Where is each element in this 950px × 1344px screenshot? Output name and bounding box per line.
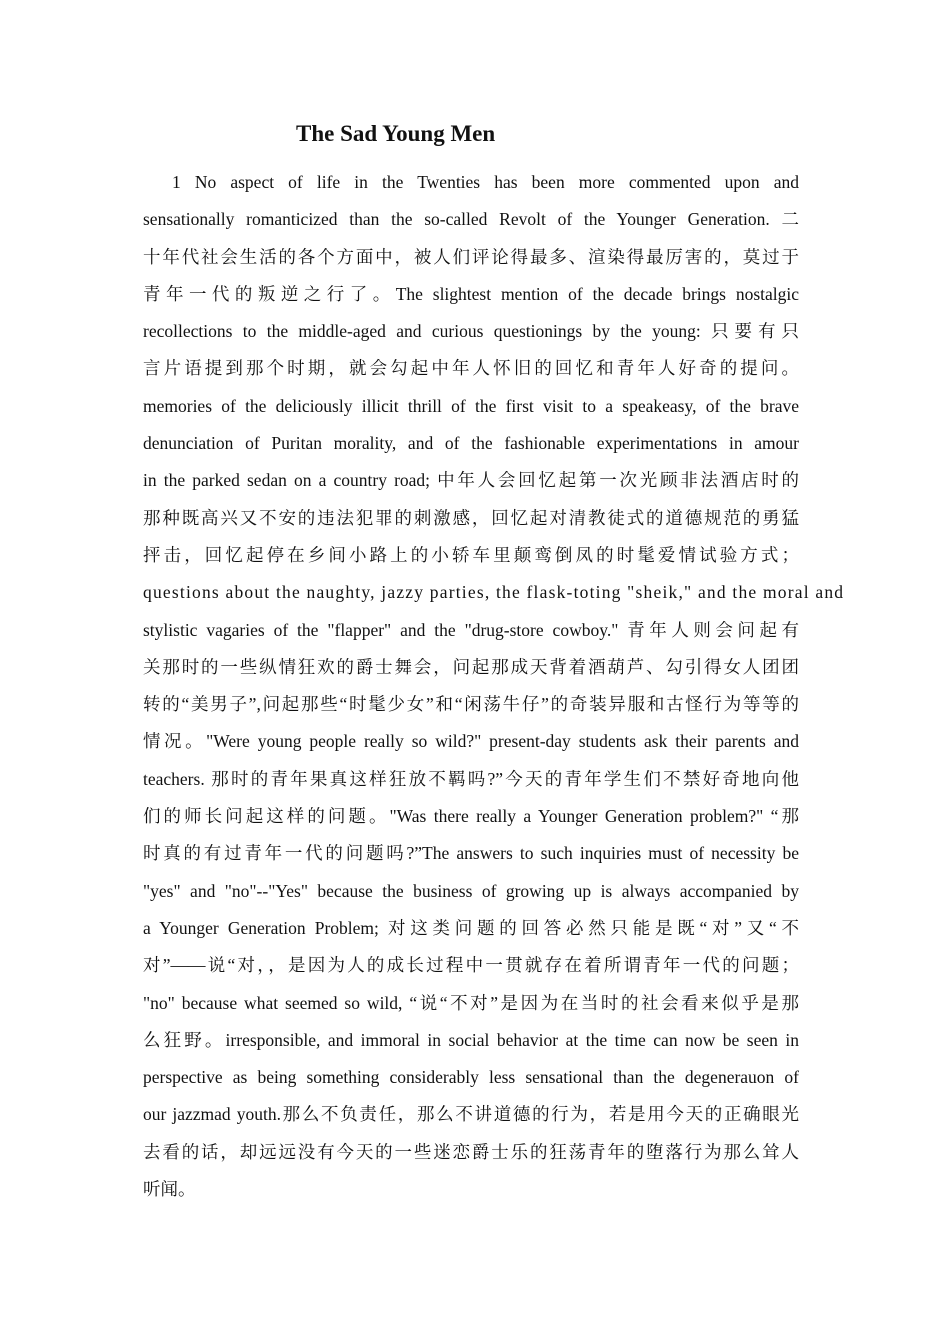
page-title: The Sad Young Men bbox=[296, 121, 496, 146]
text-line: 那种既高兴又不安的违法犯罪的刺激感，回忆起对清教徒式的道德规范的勇猛 bbox=[143, 507, 799, 528]
body-text bbox=[143, 164, 845, 1208]
text-line: 时真的有过青年一代的问题吗?”The answers to such inquiries must of necessity be bbox=[143, 843, 799, 864]
text-line: memories of the deliciously illicit thrill of the first visit to a speakeasy, of the brave bbox=[143, 395, 799, 416]
text-line: 情况。"Were young people really so wild?" present-day students ask their parents and bbox=[143, 731, 799, 752]
text-line: 抨击，回忆起停在乡间小路上的小轿车里颠鸾倒凤的时髦爱情试验方式； bbox=[143, 544, 799, 565]
text-line: recollections to the middle-aged and curious questionings by the young: 只要有只 bbox=[143, 321, 799, 342]
text-line: 青年一代的叛逆之行了。The slightest mention of the decade brings nostalgic bbox=[143, 283, 799, 304]
text-line: 么狂野。irresponsible, and immoral in social behavior at the time can now be seen in bbox=[143, 1029, 799, 1050]
text-line: teachers. 那时的青年果真这样狂放不羁吗?”今天的青年学生们不禁好奇地向他 bbox=[143, 768, 799, 789]
text-line: "no" because what seemed so wild, “说“不对”是因为在当时的社会看来似乎是那 bbox=[143, 992, 799, 1013]
text-line: 对”——说“对，，是因为人的成长过程中一贯就存在着所谓青年一代的问题； bbox=[143, 955, 799, 976]
text-line: 1 No aspect of life in the Twenties has been more commented upon and bbox=[172, 172, 799, 192]
text-line: stylistic vagaries of the "flapper" and the "drug-store cowboy." 青年人则会问起有 bbox=[143, 619, 799, 640]
text-line: questions about the naughty, jazzy parties, the flask-toting "sheik," and the moral and bbox=[143, 582, 845, 603]
text-line: 去看的话，却远远没有今天的一些迷恋爵士乐的狂荡青年的堕落行为那么耸人 bbox=[143, 1141, 799, 1162]
text-line: our jazzmad youth.那么不负责任，那么不讲道德的行为，若是用今天的正确眼光 bbox=[143, 1104, 799, 1125]
text-line: sensationally romanticized than the so-called Revolt of the Younger Generation. 二 bbox=[143, 209, 799, 230]
text-line: perspective as being something considerably less sensational than the degenerauon of bbox=[143, 1067, 799, 1088]
text-line: 十年代社会生活的各个方面中，被人们评论得最多、渲染得最厉害的，莫过于 bbox=[143, 246, 799, 267]
text-line: denunciation of Puritan morality, and of the fashionable experimentations in amour bbox=[143, 433, 799, 454]
text-line: 转的“美男子”,问起那些“时髦少女”和“闲荡牛仔”的奇装异服和古怪行为等等的 bbox=[143, 694, 799, 715]
text-line: 听闻。 bbox=[143, 1179, 196, 1200]
text-line: 们的师长问起这样的问题。"Was there really a Younger Generation problem?" “那 bbox=[143, 806, 799, 827]
text-line: a Younger Generation Problem; 对这类问题的回答必然只能是既“对”又“不 bbox=[143, 917, 799, 938]
text-line: in the parked sedan on a country road; 中年人会回忆起第一次光顾非法酒店时的 bbox=[143, 470, 799, 491]
text-line: 言片语提到那个时期，就会勾起中年人怀旧的回忆和青年人好奇的提问。 bbox=[143, 358, 799, 379]
text-line: 关那时的一些纵情狂欢的爵士舞会，问起那成天背着酒葫芦、勾引得女人团团 bbox=[143, 656, 799, 677]
text-line: "yes" and "no"--"Yes" because the business of growing up is always accompanied by bbox=[143, 880, 799, 901]
